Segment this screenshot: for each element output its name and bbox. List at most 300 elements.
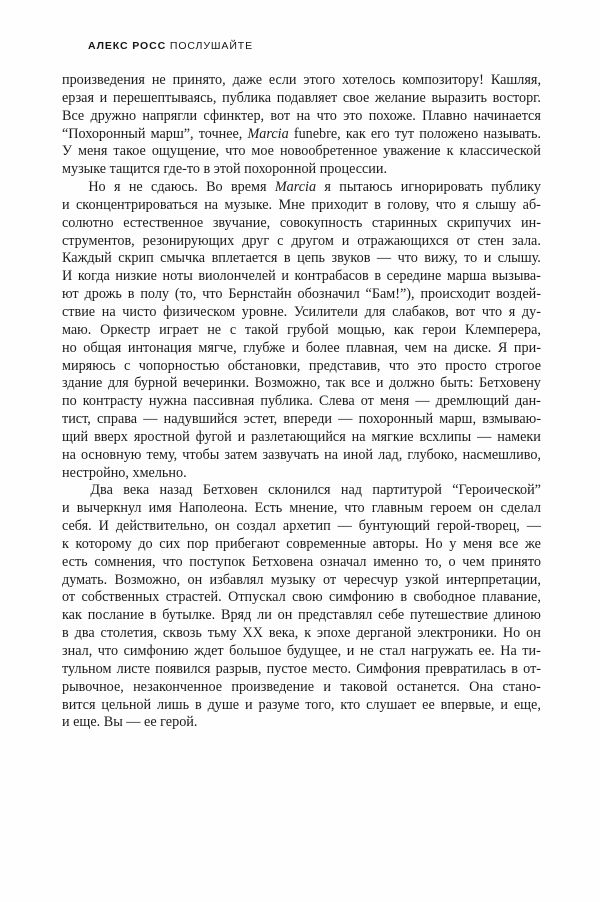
text-word: как (62, 607, 82, 624)
text-word: для (107, 375, 129, 392)
text-word: тульном (62, 660, 112, 677)
text-word: листе (116, 660, 151, 677)
text-word: не (151, 72, 166, 88)
text-word: ют (62, 286, 79, 303)
text-word: аб- (522, 196, 541, 213)
text-word: ее (422, 696, 435, 713)
text-word: Симфония (356, 660, 421, 677)
text-word: Все (62, 107, 85, 124)
text-word: композитору! (402, 72, 484, 88)
text-word: века, (268, 625, 299, 642)
text-word: И (62, 268, 73, 285)
text-word: тему, (146, 446, 178, 463)
text-word: до (138, 535, 153, 552)
text-line (62, 643, 541, 661)
text-word: струментов, (62, 232, 135, 249)
text-word: быть: (440, 375, 474, 392)
text-word: уровне. (241, 303, 288, 320)
text-word: щий (62, 428, 89, 445)
text-line (62, 518, 541, 536)
text-word: и (346, 643, 355, 659)
text-word: он (277, 607, 293, 624)
text-word: ин- (521, 214, 541, 231)
text-word: над (340, 482, 363, 499)
text-line (62, 589, 541, 607)
text-word: яростной (133, 428, 190, 445)
text-word: на (296, 107, 311, 124)
text-word: по (62, 393, 77, 410)
text-word: дрожь (84, 286, 122, 303)
text-word: того, (305, 696, 335, 713)
text-word: Отпускал (228, 589, 286, 606)
text-word: что (481, 303, 503, 320)
text-word: узкой (405, 571, 439, 588)
text-word: резонирующих (142, 232, 235, 249)
text-word: старинных (371, 214, 438, 231)
text-word: сдаюсь. (151, 179, 198, 196)
text-word: вплетается (211, 250, 278, 267)
text-word: обозначил (297, 286, 360, 303)
text-word: поступок (189, 553, 246, 570)
text-word: (то, (174, 286, 197, 303)
text-word: что (388, 357, 410, 374)
text-word: симфонию (123, 643, 189, 659)
text-word: даже (232, 72, 262, 88)
text-word: полу (140, 286, 170, 303)
text-line (62, 554, 541, 572)
text-word: он (214, 518, 230, 535)
text-line (62, 625, 541, 643)
text-word: симфонию (329, 589, 394, 606)
text-line (62, 215, 541, 233)
text-word: физическом (163, 303, 236, 320)
text-word: меня (78, 143, 108, 160)
text-word: имя (148, 500, 172, 517)
text-word: разрыв, (215, 660, 262, 677)
text-word: приходит (311, 196, 368, 213)
text-word: Бетховена (252, 553, 314, 570)
text-word: если (268, 72, 297, 88)
text-word: чересчур (343, 571, 398, 588)
text-word: хотелось (342, 72, 396, 88)
text-word: я (508, 303, 516, 320)
text-word: себя. (62, 518, 92, 535)
text-word: напрягли (142, 107, 198, 124)
text-word: Marcia (247, 125, 289, 142)
text-word: здание (62, 375, 103, 392)
text-word: и (99, 89, 108, 106)
text-word: похоронный (358, 411, 434, 428)
text-word: Каждый (62, 250, 112, 267)
text-word: от (62, 589, 76, 606)
text-word: слабаков, (392, 303, 449, 320)
text-word: сконцентрироваться (75, 196, 198, 213)
text-word: послание (87, 607, 144, 624)
text-word: что (202, 286, 223, 303)
text-word: это (417, 357, 437, 374)
text-word: ду- (521, 303, 541, 320)
text-word: о (448, 553, 456, 570)
text-word: солютно (62, 214, 114, 231)
text-word: надувшийся (163, 411, 238, 428)
text-word: бурной (134, 375, 178, 392)
text-word: XX (242, 625, 263, 642)
text-line (62, 607, 541, 625)
text-word: пор (186, 535, 209, 552)
text-line (62, 447, 541, 465)
text-word: стен (477, 232, 505, 249)
text-word: на (204, 196, 219, 213)
text-word: что (97, 643, 119, 659)
text-line (62, 393, 541, 411)
text-word: такое (113, 143, 146, 160)
text-word: И (98, 518, 109, 535)
text-word: есть (62, 553, 88, 570)
text-word: именно (373, 553, 419, 570)
text-word: чем (404, 339, 427, 356)
text-word: лад, (378, 446, 403, 463)
text-word: дан- (515, 393, 541, 410)
text-word: звучание, (212, 214, 271, 231)
text-word: герой-творец, (436, 518, 520, 535)
text-word: чтобы (182, 446, 220, 463)
text-word: на (351, 428, 366, 445)
text-word: естественное (123, 214, 204, 231)
text-word: глубже (243, 339, 286, 356)
text-word: строгое (495, 357, 541, 374)
text-word: чисто (122, 303, 157, 320)
text-word: ли (257, 607, 272, 624)
text-word: и (483, 250, 492, 267)
text-word: нагружать (411, 643, 473, 659)
text-word: контрабасов (294, 268, 369, 285)
running-head-title: ПОСЛУШАЙТЕ (169, 40, 253, 52)
text-word: слышу (475, 196, 517, 213)
text-word: марш”, (150, 125, 194, 142)
text-word: еще, (513, 696, 541, 713)
text-word: героем (430, 500, 472, 517)
text-word: представлял (298, 607, 373, 624)
text-word: место. (312, 660, 352, 677)
text-word: меня (462, 535, 493, 552)
text-word: Клемперера, (464, 321, 541, 338)
text-word: грубой (287, 321, 329, 338)
text-word: ощущение, (151, 143, 220, 160)
text-word: в (374, 196, 381, 213)
text-word: к (304, 625, 312, 642)
text-word: это (343, 107, 363, 124)
text-word: вижу, (424, 250, 458, 267)
text-word: разуме (258, 696, 300, 713)
text-word: на (101, 303, 116, 320)
text-word: цепь (297, 250, 326, 267)
text-word: в (127, 286, 135, 303)
text-word: ерзая (62, 89, 94, 106)
text-word: кто (340, 696, 361, 713)
running-head (88, 40, 253, 52)
text-word: Я (497, 339, 508, 356)
text-word: более (305, 339, 340, 356)
text-word: Она (469, 678, 494, 695)
text-word: прибегают (215, 535, 280, 552)
text-word: как (393, 321, 414, 338)
text-word: музыке. (224, 196, 273, 213)
text-word: контрасту (82, 393, 143, 410)
text-word: сомнения, (94, 553, 156, 570)
text-word: Наполеона. (178, 500, 248, 517)
text-line (62, 90, 541, 108)
text-word: и (291, 339, 300, 356)
text-word: мощью, (337, 321, 386, 338)
text-word: создал (236, 518, 276, 535)
text-word: общая (83, 339, 122, 356)
text-word: ноты (162, 268, 193, 285)
text-word: Мне (278, 196, 305, 213)
text-line (62, 322, 541, 340)
text-word: — (337, 518, 352, 535)
text-line (62, 250, 541, 268)
text-word: принято, (172, 72, 226, 88)
text-line: и еще. Вы — ее герой. (62, 714, 198, 731)
text-word: вот (270, 107, 291, 124)
text-word: что (435, 196, 457, 213)
text-word: я (462, 196, 469, 213)
text-word: Плавно (422, 107, 468, 124)
text-word: принято (491, 553, 541, 570)
text-word: то, (425, 553, 442, 570)
text-word: Marcia (274, 179, 317, 196)
text-word: — (376, 250, 392, 267)
text-word: справа (96, 411, 138, 428)
text-word: уважение (383, 143, 441, 160)
text-word: же (524, 535, 541, 552)
text-word: века (123, 482, 150, 499)
text-word: миряюсь (62, 357, 116, 374)
text-word: стано- (502, 678, 541, 695)
text-word: сих (159, 535, 181, 552)
text-word: интонация (127, 339, 192, 356)
text-word: склонился (268, 482, 331, 499)
text-word: от (456, 232, 470, 249)
text-word: эстет, (243, 411, 278, 428)
text-word: и (281, 268, 289, 285)
text-word: мягче, (198, 339, 237, 356)
text-word: желание (375, 89, 426, 106)
text-word: авторы. (372, 535, 419, 552)
text-word: виолончелей (198, 268, 276, 285)
text-word: от (323, 571, 337, 588)
text-line (62, 429, 541, 447)
text-word: пассивная (193, 393, 255, 410)
text-word: нужна (148, 393, 188, 410)
text-word: тьму (207, 625, 237, 642)
text-word: тут (394, 125, 415, 142)
text-word: Бетховен (202, 482, 258, 499)
text-word: Во (206, 179, 223, 196)
text-word: маю. (62, 321, 92, 338)
text-word: что (225, 143, 246, 160)
text-word: и (500, 696, 508, 713)
text-word: звуков (331, 250, 371, 267)
text-word: мягкие (371, 428, 414, 445)
text-line (62, 179, 541, 197)
text-word: вот (455, 303, 476, 320)
text-word: сфинктер, (203, 107, 265, 124)
text-word: — (415, 393, 430, 410)
text-word: всхлипы (419, 428, 472, 445)
text-word: в (62, 625, 69, 642)
text-word: пустое (266, 660, 308, 677)
text-line (62, 108, 541, 126)
text-line (62, 482, 541, 500)
text-word: — (526, 518, 541, 535)
text-word: диске. (453, 339, 492, 356)
text-word: и (62, 500, 70, 517)
text-line (62, 72, 541, 90)
text-word: Возможно, (254, 375, 321, 392)
text-word: Есть (254, 500, 283, 517)
text-word: восторг. (492, 89, 541, 106)
text-word: ствие (62, 303, 96, 320)
text-line (62, 679, 541, 697)
text-word: не (359, 643, 374, 659)
text-word: другом (291, 232, 334, 249)
text-word: что (162, 553, 183, 570)
text-word: выразить (431, 89, 487, 106)
text-word: свое (342, 89, 370, 106)
text-line (62, 358, 541, 376)
text-word: ее. (478, 643, 495, 659)
text-word: при- (513, 339, 541, 356)
text-word: сделал (500, 500, 541, 517)
text-word: два (74, 625, 95, 642)
text-word: что (397, 250, 418, 267)
text-word: этого (303, 72, 336, 88)
text-word: так (325, 375, 346, 392)
text-word: впервые, (440, 696, 495, 713)
text-line (62, 536, 541, 554)
text-word: точнее, (198, 125, 243, 142)
text-word: что (316, 107, 337, 124)
text-word: разлетающийся (251, 428, 346, 445)
text-word: взмываю- (482, 411, 541, 428)
text-word: Бернстайн (228, 286, 292, 303)
text-word: стал (379, 643, 406, 659)
text-word: funebre, (293, 125, 341, 142)
text-word: — (143, 411, 158, 428)
text-word: душе (207, 696, 240, 713)
text-word: произведения (62, 72, 145, 88)
text-word: знал, (62, 643, 93, 659)
text-word: у (449, 535, 457, 552)
text-word: длиною (493, 607, 541, 624)
text-word: бунтующий (358, 518, 430, 535)
text-word: фугой (195, 428, 232, 445)
text-line (62, 197, 541, 215)
text-word: от- (523, 660, 541, 677)
text-line: нестройно, хмельно. (62, 464, 187, 481)
text-word: как (345, 125, 366, 142)
text-word: насмешливо, (462, 446, 541, 463)
text-word: и (245, 696, 253, 713)
text-word: называть. (483, 125, 541, 142)
text-line (62, 500, 541, 518)
text-word: слушает (366, 696, 417, 713)
paragraph-indent (62, 482, 80, 500)
text-word: марша (446, 268, 487, 285)
text-word: архетип (282, 518, 331, 535)
text-word: не (128, 179, 143, 196)
text-word: тист, (62, 411, 91, 428)
text-word: плавание, (482, 589, 541, 606)
text-word: что (344, 500, 365, 517)
text-word: начинается (473, 107, 541, 124)
text-word: в (511, 660, 518, 677)
text-word: пытаюсь (339, 179, 393, 196)
text-line (62, 375, 541, 393)
text-word: Но (425, 535, 443, 552)
text-word: голову, (387, 196, 430, 213)
text-word: современные (286, 535, 367, 552)
text-word: намеки (497, 428, 541, 445)
text-word: не (207, 321, 222, 338)
text-word: свободное (413, 589, 476, 606)
text-word: эпохе (317, 625, 351, 642)
text-word: происходит (420, 286, 491, 303)
text-word: Два (90, 482, 113, 499)
text-word: вызыва- (491, 268, 541, 285)
text-word: он (478, 500, 494, 517)
text-word: “Бам!”), (365, 286, 415, 303)
text-word: партитурой (372, 482, 442, 499)
text-word: дружно (90, 107, 137, 124)
text-word: себе (378, 607, 405, 624)
text-word: скрип (118, 250, 154, 267)
text-line (62, 233, 541, 251)
text-word: большое (229, 643, 282, 659)
body-text (62, 72, 541, 732)
text-word: к (62, 535, 69, 552)
text-word: рывочное, (62, 678, 124, 695)
text-word: ти- (522, 643, 541, 659)
text-word: электроники. (417, 625, 498, 642)
text-word: публика. (260, 393, 313, 410)
text-word: Усилители (293, 303, 358, 320)
text-word: вычеркнул (76, 500, 142, 517)
text-word: появился (155, 660, 211, 677)
text-word: подавляет (276, 89, 338, 106)
text-word: мое (251, 143, 274, 160)
text-word: У (62, 143, 73, 160)
text-word: с (229, 321, 237, 338)
text-line (62, 268, 541, 286)
text-word: вечеринки. (182, 375, 250, 392)
text-line (62, 286, 541, 304)
text-word: избавлял (209, 571, 264, 588)
text-word: с (123, 357, 131, 374)
text-word: отражающихся (357, 232, 449, 249)
running-head-author: АЛЕКС РОСС (88, 40, 167, 52)
text-word: слышу. (497, 250, 541, 267)
text-word: — (477, 428, 492, 445)
text-word: “Похоронный (62, 125, 146, 142)
text-line (62, 143, 541, 161)
text-word: плавная, (346, 339, 398, 356)
text-word: превратилась (425, 660, 507, 677)
text-word: воздей- (496, 286, 541, 303)
text-word: назад (159, 482, 193, 499)
text-word: дерганой (356, 625, 412, 642)
